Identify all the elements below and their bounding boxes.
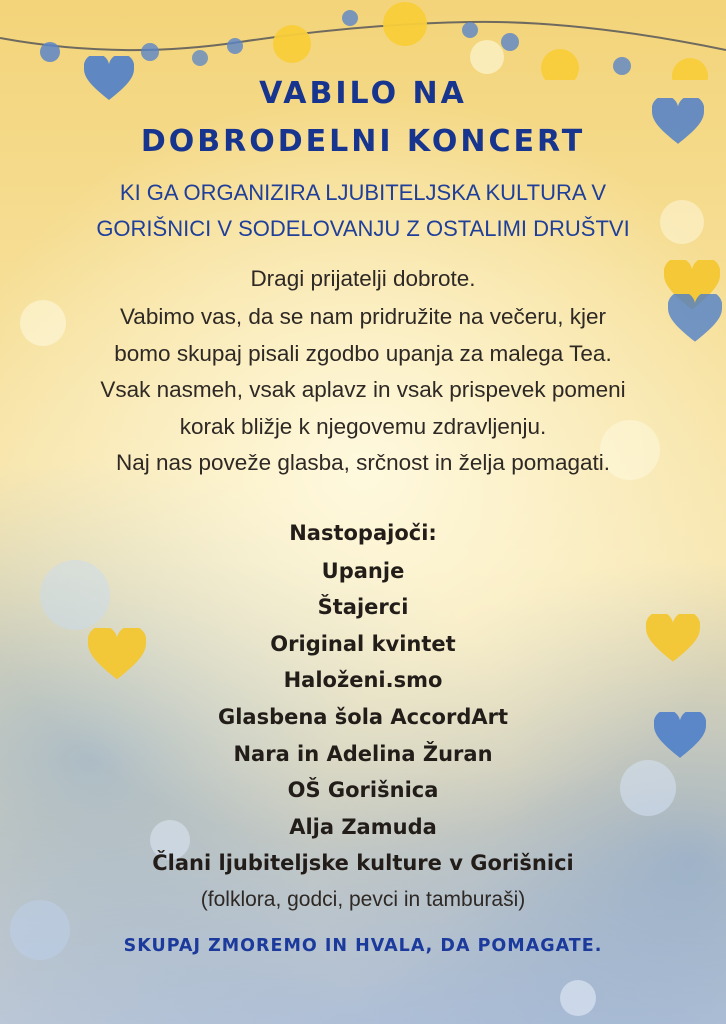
invitation-text-line: korak bližje k njegovemu zdravljenju. (179, 414, 547, 439)
performer-item: Alja Zamuda (289, 815, 437, 839)
invitation-text-line: Dragi prijatelji dobrote. (250, 266, 476, 291)
performer-item: Nara in Adelina Žuran (233, 742, 493, 766)
performers-heading: Nastopajoči: (289, 521, 437, 545)
performer-item: Original kvintet (270, 632, 456, 656)
performer-item: Člani ljubiteljske kulture v Gorišnici (152, 851, 574, 875)
performer-item: OŠ Gorišnica (287, 778, 439, 802)
bokeh-light (560, 980, 596, 1016)
performers-note: (folklora, godci, pevci in tamburaši) (200, 888, 526, 911)
performer-item: Upanje (321, 559, 405, 583)
title-line-2: DOBRODELNI KONCERT (140, 124, 586, 159)
closing-slogan: SKUPAJ ZMOREMO IN HVALA, DA POMAGATE. (123, 936, 603, 956)
invitation-text-line: Vabimo vas, da se nam pridružite na večeru, kjer (119, 304, 607, 329)
performer-item: Glasbena šola AccordArt (217, 705, 509, 729)
invitation-text-line: Vsak nasmeh, vsak aplavz in vsak prispevek pomeni (100, 377, 626, 402)
invitation-text-line: Naj nas poveže glasba, srčnost in želja pomagati. (115, 450, 611, 475)
organizer-line-2: GORIŠNICI V SODELOVANJU Z OSTALIMI DRUŠTVI (96, 216, 630, 241)
performer-item: Haloženi.smo (283, 668, 443, 692)
title-line-1: VABILO NA (259, 76, 467, 111)
performer-item: Štajerci (317, 595, 409, 619)
invitation-text-line: bomo skupaj pisali zgodbo upanja za malega Tea. (114, 341, 612, 366)
organizer-line-1: KI GA ORGANIZIRA LJUBITELJSKA KULTURA V (119, 180, 607, 205)
